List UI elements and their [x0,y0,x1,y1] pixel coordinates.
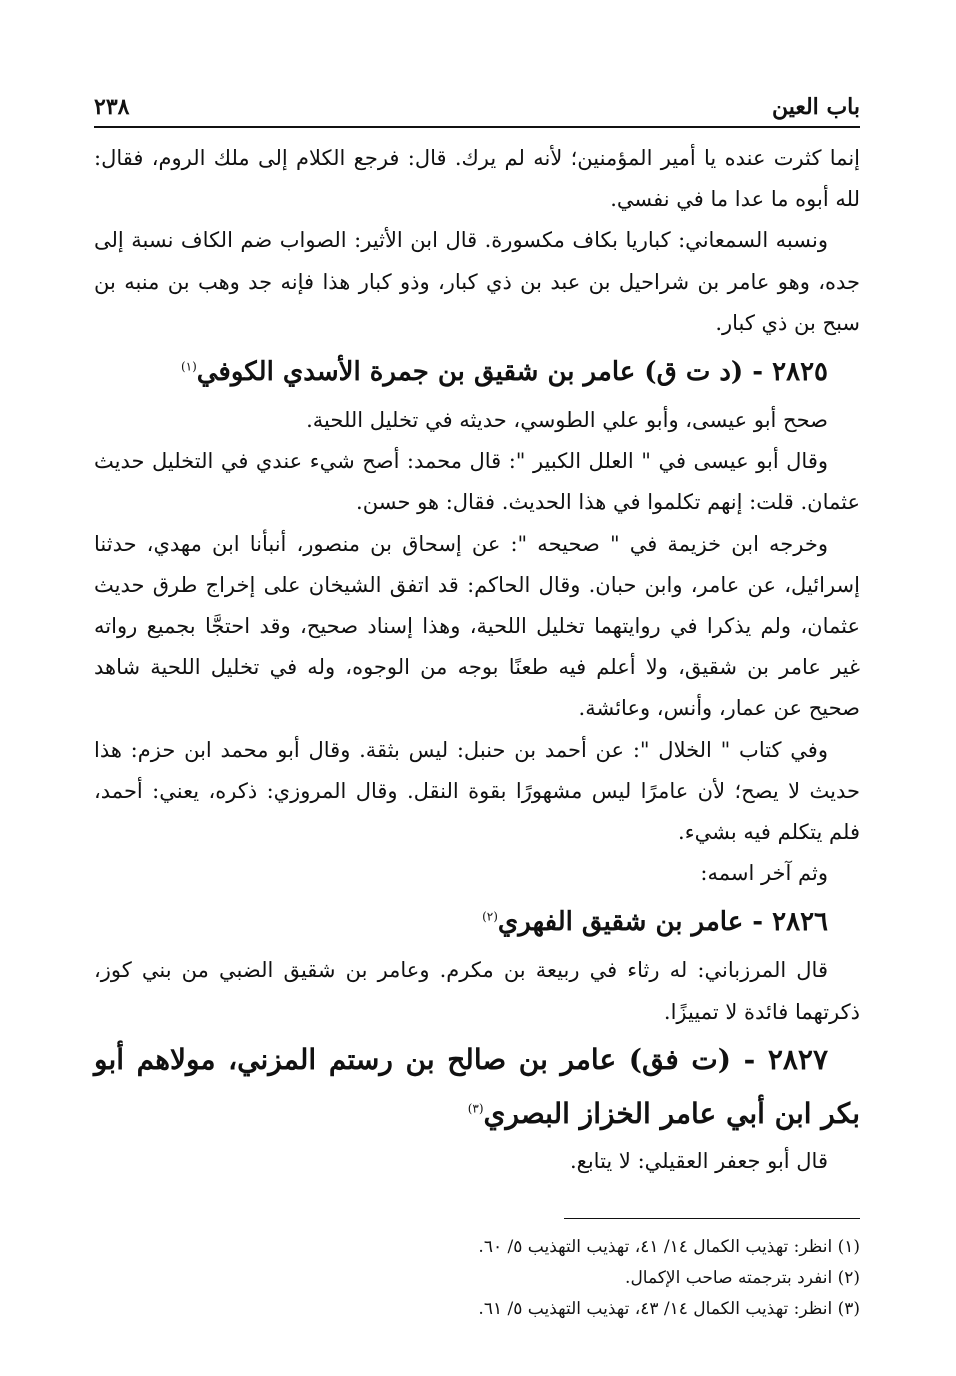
entry-heading: ٢٨٢٧ - (ت فق) عامر بن صالح بن رستم المزني، مولاهم أبو بكر ابن أبي عامر الخزاز البصري$^{(٣)}$ [94,1042,860,1130]
footnote-ref: (٢) [482,909,498,924]
footnote: (٣) انظر: تهذيب الكمال ١٤/ ٤٣، تهذيب التهذيب ٥/ ٦١. [478,1299,860,1319]
paragraph: قال المرزباني: له رثاء في ربيعة بن مكرم. وعامر بن شقيق الضبي من بني كوز، ذكرتهما فائدة لا تمييزًا. [94,958,860,1024]
paragraph: وفي كتاب " الخلال ": عن أحمد بن حنبل: ليس بثقة. وقال أبو محمد ابن حزم: هذا حديث لا يصح؛ لأن عامرًا ليس مشهورًا بقوة النقل. وقال المروزي: ذكره، يعني: أحمد، فلم يتكلم فيه بشيء. [94,737,860,845]
page-number: ٢٣٨ [94,94,130,120]
entry-heading: ٢٨٢٦ - عامر بن شقيق الفهري$^{(٢)}$ [482,907,828,938]
footnote-ref: (١) [180,359,197,374]
paragraph: ونسبه السمعاني: كباريا بكاف مكسورة. قال ابن الأثير: الصواب ضم الكاف نسبة إلى جده، وهو عامر بن شراحيل بن عبد بن ذي كبار، وذو كبار هذا فإنه جد وهب بن منبه بن سبح بن ذي كبار. [94,228,860,335]
paragraph: صحح أبو عيسى، وأبو علي الطوسي، حديثه في تخليل اللحية. [306,408,828,433]
footnote-separator [564,1218,860,1219]
paragraph: إنما كثرت عنده يا أمير المؤمنين؛ لأنه لم يرك. قال: فرجع الكلام إلى ملك الروم، فقال: لله أبوه ما عدا ما في نفسي. [94,146,860,212]
paragraph: قال أبو جعفر العقيلي: لا يتابع. [569,1148,828,1173]
page-body [94,138,860,1182]
paragraph: وثم آخر اسمه: [700,861,828,886]
paragraph: وخرجه ابن خزيمة في " صحيحه ": عن إسحاق بن منصور، أنبأنا ابن مهدي، حدثنا إسرائيل، عن عامر، وابن حبان. وقال الحاكم: قد اتفق الشيخان على إخراج طرق حديث عثمان، ولم يذكرا في روايتهما تخليل اللحية، وهذا إسناد صحيح، وقد احتجَّا بجميع رواته غير عامر بن شقيق، ولا أعلم فيه طعنًا بوجه من الوجوه، وله في تخليل اللحية شاهد صحيح عن عمار، وأنس، وعائشة. [94,531,860,721]
page-header [94,82,860,128]
footnote-ref: (٣) [467,1101,484,1116]
section-title: باب العين [771,94,860,120]
footnotes [94,1232,860,1325]
entry-heading: ٢٨٢٥ - (د ت ق) عامر بن شقيق بن جمرة الأسدي الكوفي$^{(١)}$ [180,357,828,388]
footnote: (٢) انفرد بترجمته صاحب الإكمال. [625,1268,860,1288]
paragraph: وقال أبو عيسى في " العلل الكبير ": قال محمد: أصح شيء عندي في التخليل حديث عثمان. قلت: إنهم تكلموا في هذا الحديث. فقال: هو حسن. [94,449,860,515]
footnote: (١) انظر: تهذيب الكمال ١٤/ ٤١، تهذيب التهذيب ٥/ ٦٠. [478,1237,860,1257]
